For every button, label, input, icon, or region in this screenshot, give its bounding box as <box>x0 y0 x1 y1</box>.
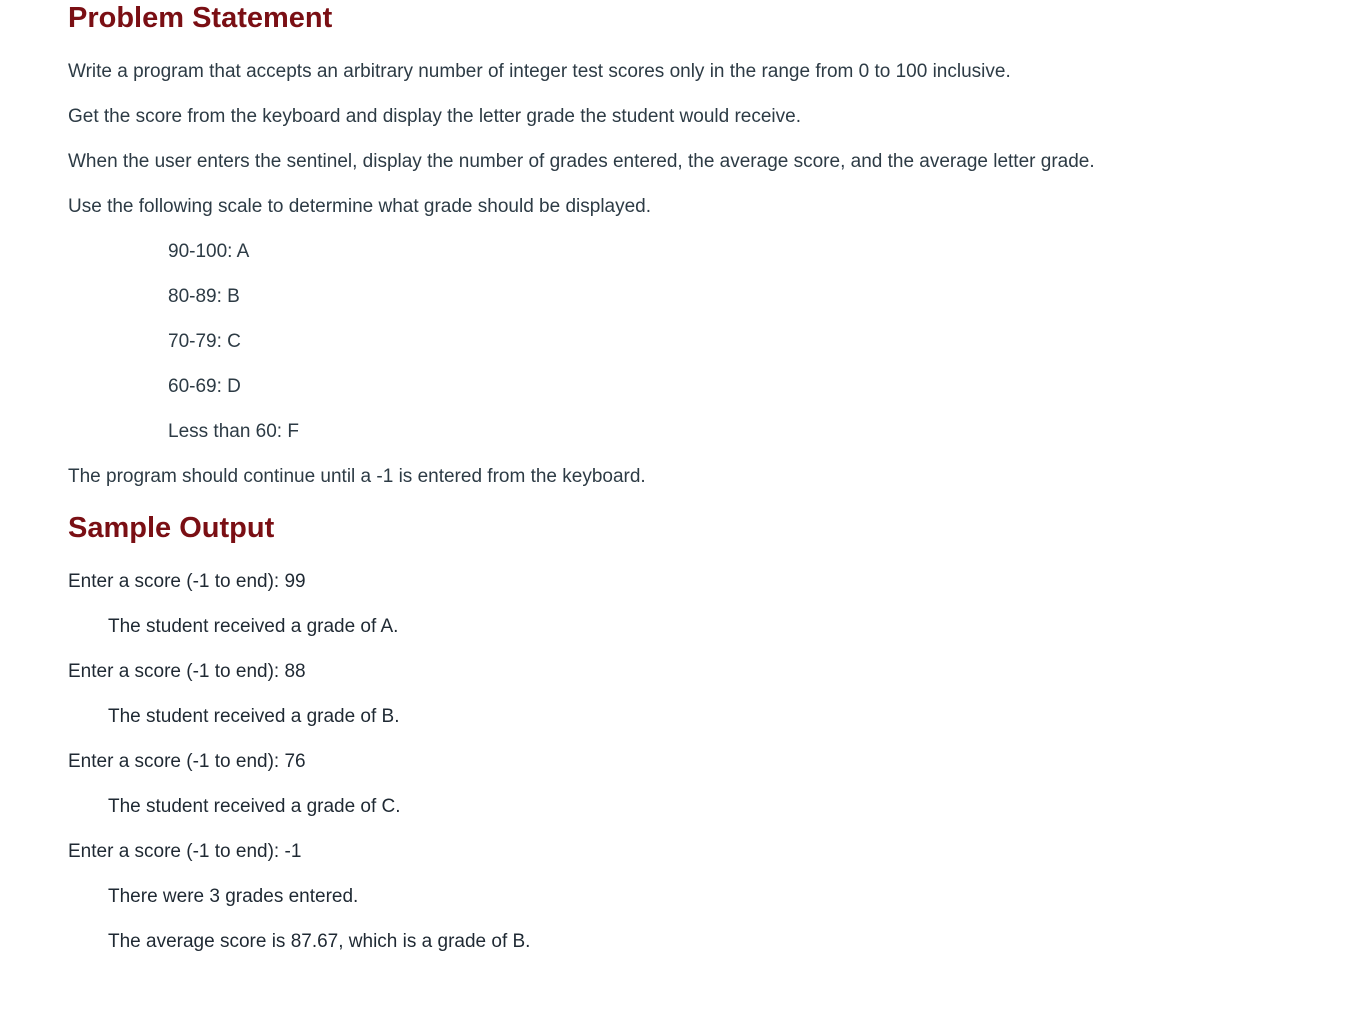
grade-scale-item: 90-100: A <box>168 241 250 262</box>
problem-paragraph: Write a program that accepts an arbitrary number of integer test scores only in the range from 0 to 100 inclusive. <box>68 61 1011 82</box>
sample-result-line: The student received a grade of A. <box>108 616 399 637</box>
sample-prompt-line: Enter a score (-1 to end): 88 <box>68 661 306 682</box>
sample-result-line: The student received a grade of B. <box>108 706 400 727</box>
grade-scale-item: Less than 60: F <box>168 421 299 442</box>
sample-prompt-line: Enter a score (-1 to end): 99 <box>68 571 306 592</box>
sample-prompt-line: Enter a score (-1 to end): -1 <box>68 841 302 862</box>
sample-prompt-line: Enter a score (-1 to end): 76 <box>68 751 306 772</box>
sample-result-line: The student received a grade of C. <box>108 796 401 817</box>
problem-paragraph: Get the score from the keyboard and display the letter grade the student would receive. <box>68 106 801 127</box>
sample-summary-line: There were 3 grades entered. <box>108 886 359 907</box>
grade-scale-item: 70-79: C <box>168 331 241 352</box>
sample-output-heading: Sample Output <box>68 512 275 544</box>
grade-scale-item: 60-69: D <box>168 376 241 397</box>
grade-scale-item: 80-89: B <box>168 286 240 307</box>
problem-paragraph: Use the following scale to determine what grade should be displayed. <box>68 196 652 217</box>
sample-summary-line: The average score is 87.67, which is a grade of B. <box>108 931 531 952</box>
closing-paragraph: The program should continue until a -1 is entered from the keyboard. <box>68 466 646 487</box>
problem-statement-heading: Problem Statement <box>68 2 333 34</box>
problem-paragraph: When the user enters the sentinel, display the number of grades entered, the average score, and the average letter grade. <box>68 151 1095 172</box>
